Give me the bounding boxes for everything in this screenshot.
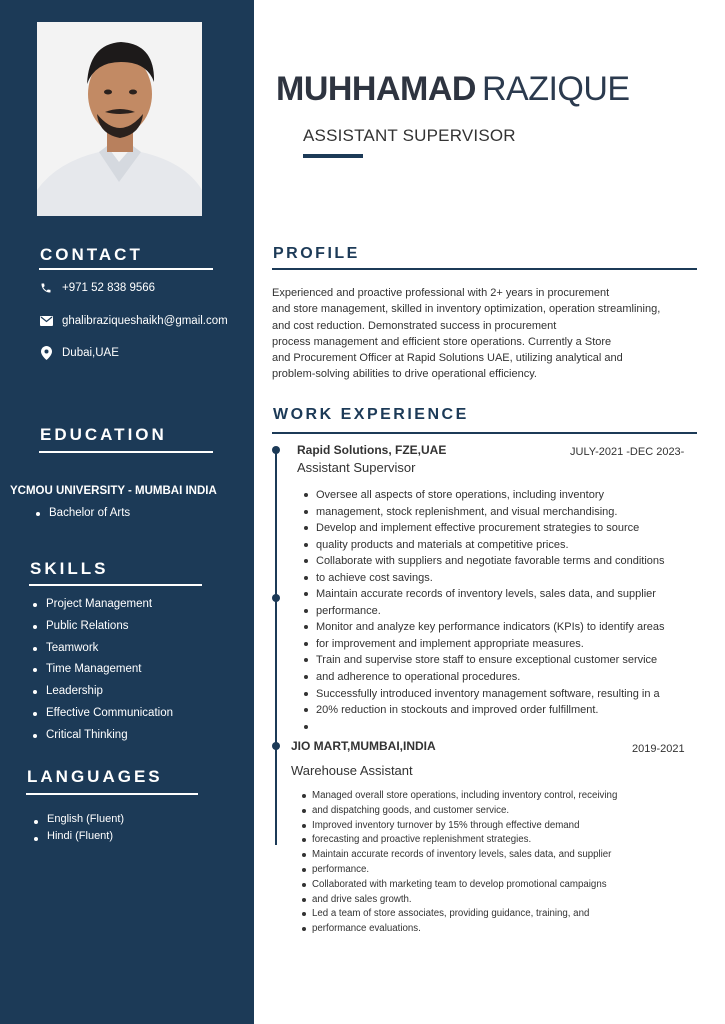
phone-icon	[38, 281, 54, 295]
profile-photo	[37, 22, 202, 216]
job-company: Rapid Solutions, FZE,UAE	[297, 443, 447, 457]
job-bullet: for improvement and implement appropriate measures.	[300, 636, 665, 653]
education-heading: EDUCATION	[40, 425, 167, 444]
profile-line: Experienced and proactive professional with 2+ years in procurement	[272, 287, 610, 299]
timeline-dot	[272, 742, 280, 750]
location-text: Dubai,UAE	[62, 347, 119, 359]
skill-item: Critical Thinking	[30, 725, 173, 747]
languages-heading: LANGUAGES	[27, 767, 163, 786]
profile-line: problem-solving abilities to drive operational efficiency.	[272, 368, 537, 381]
skill-item: Effective Communication	[30, 703, 173, 725]
email-icon	[38, 314, 54, 328]
job-title: ASSISTANT SUPERVISOR	[303, 126, 516, 145]
job-bullet: Collaborated with marketing team to develop promotional campaigns	[298, 878, 617, 893]
sidebar	[0, 0, 254, 1024]
profile-line: process management and efficient store operations. Currently a Store	[272, 335, 612, 348]
job-dates: JULY-2021 -DEC 2023-	[570, 446, 685, 458]
skill-item: Leadership	[30, 681, 173, 703]
location-pin-icon	[38, 346, 54, 360]
languages-list	[31, 811, 124, 845]
job-company: JIO MART,MUMBAI,INDIA	[291, 739, 436, 753]
languages-divider	[26, 793, 198, 795]
phone-number[interactable]: +971 52 838 9566	[62, 282, 156, 294]
skill-item: Project Management	[30, 594, 173, 616]
job-bullet: forecasting and proactive replenishment strategies.	[298, 833, 617, 848]
job-bullet-list	[300, 487, 665, 735]
education-degree-list	[33, 503, 130, 525]
job-bullet: Train and supervise store staff to ensure exceptional customer service	[300, 652, 665, 669]
job-bullet: management, stock replenishment, and visual merchandising.	[300, 504, 665, 521]
contact-divider	[39, 268, 213, 270]
job-dates: 2019-2021	[632, 743, 685, 755]
job-bullet: Maintain accurate records of inventory levels, sales data, and supplier	[300, 586, 665, 603]
language-item: Hindi (Fluent)	[31, 828, 124, 845]
profile-heading: PROFILE	[273, 245, 360, 262]
timeline-line	[275, 450, 277, 845]
job-bullet: to achieve cost savings.	[300, 570, 665, 587]
job-bullet: and adherence to operational procedures.	[300, 669, 665, 686]
job-bullet-list	[298, 789, 617, 937]
education-degree: Bachelor of Arts	[33, 503, 130, 525]
contact-phone	[38, 281, 155, 295]
skill-item: Teamwork	[30, 638, 173, 660]
job-bullet: and drive sales growth.	[298, 893, 617, 908]
profile-line: and cost reduction. Demonstrated success in procurement	[272, 319, 557, 332]
profile-line: and Procurement Officer at Rapid Solutions UAE, utilizing analytical and	[272, 352, 623, 365]
contact-location	[38, 346, 119, 360]
job-bullet: Monitor and analyze key performance indicators (KPIs) to identify areas	[300, 619, 665, 636]
job-bullet: Develop and implement effective procurement strategies to source	[300, 520, 665, 537]
job-bullet: performance.	[300, 603, 665, 620]
first-name: MUHHAMAD	[276, 70, 476, 108]
skills-heading: SKILLS	[30, 559, 109, 578]
job-bullet: Maintain accurate records of inventory levels, sales data, and supplier	[298, 848, 617, 863]
job-bullet: performance evaluations.	[298, 922, 617, 937]
timeline-dot	[272, 446, 280, 454]
language-item: English (Fluent)	[31, 811, 124, 828]
education-university: YCMOU UNIVERSITY - MUMBAI INDIA	[10, 485, 217, 497]
job-bullet: performance.	[298, 863, 617, 878]
job-bullet: Led a team of store associates, providing guidance, training, and	[298, 907, 617, 922]
candidate-name	[276, 70, 630, 109]
job-bullet: Oversee all aspects of store operations, including inventory	[300, 487, 665, 504]
contact-email	[38, 314, 228, 328]
experience-divider	[272, 432, 697, 434]
email-address[interactable]: ghalibraziqueshaikh@gmail.com	[62, 315, 228, 327]
profile-summary	[272, 285, 697, 383]
job-bullet: Successfully introduced inventory management software, resulting in a	[300, 686, 665, 703]
skills-list	[30, 594, 173, 747]
title-underline	[303, 154, 363, 158]
profile-line: and store management, skilled in inventory optimization, operation streamlining,	[272, 303, 661, 316]
contact-heading: CONTACT	[40, 245, 143, 264]
timeline-dot	[272, 594, 280, 602]
skills-divider	[29, 584, 202, 586]
experience-heading: WORK EXPERIENCE	[273, 406, 469, 423]
job-role: Warehouse Assistant	[291, 763, 413, 778]
job-bullet: quality products and materials at competitive prices.	[300, 537, 665, 554]
job-bullet: Collaborate with suppliers and negotiate favorable terms and conditions	[300, 553, 665, 570]
skill-item: Time Management	[30, 659, 173, 681]
job-bullet	[300, 719, 665, 736]
education-divider	[39, 451, 213, 453]
profile-divider	[272, 268, 697, 270]
last-name: RAZIQUE	[481, 70, 630, 108]
job-bullet: Managed overall store operations, including inventory control, receiving	[298, 789, 617, 804]
person-portrait-icon	[37, 22, 202, 216]
job-bullet: Improved inventory turnover by 15% through effective demand	[298, 819, 617, 834]
job-bullet: 20% reduction in stockouts and improved order fulfillment.	[300, 702, 665, 719]
job-bullet: and dispatching goods, and customer service.	[298, 804, 617, 819]
skill-item: Public Relations	[30, 616, 173, 638]
job-role: Assistant Supervisor	[297, 460, 416, 475]
